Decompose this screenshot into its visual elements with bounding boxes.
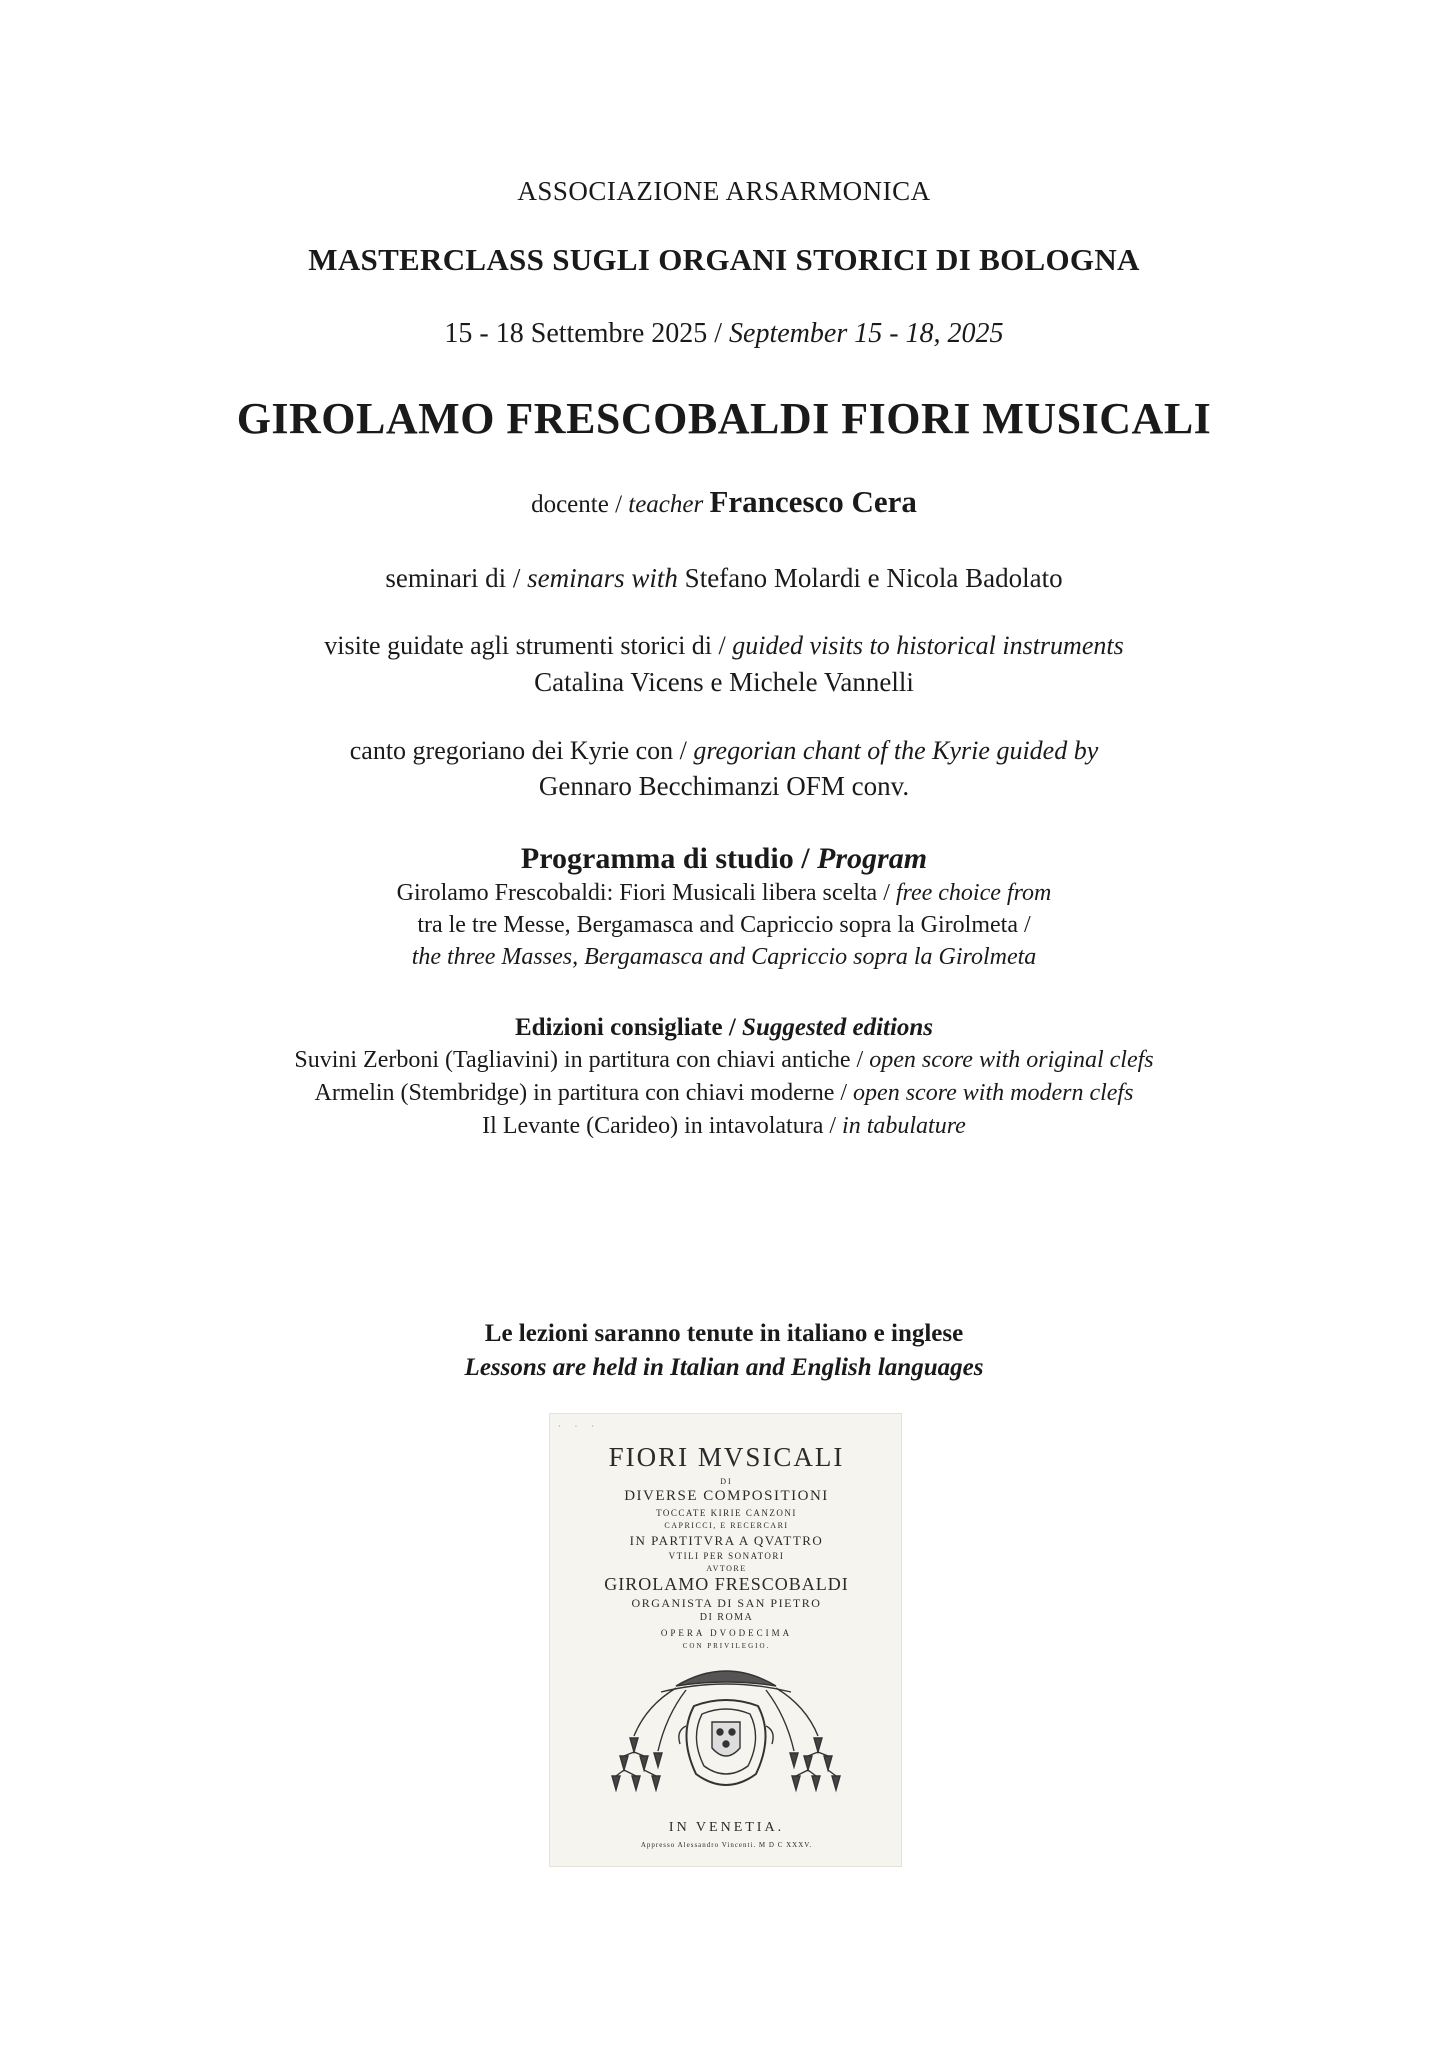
frontispiece-line: TOCCATE KIRIE CANZONI	[656, 1508, 797, 1518]
seminars-label-it: seminari di /	[385, 563, 521, 593]
program-title-it: Programma di studio /	[520, 842, 810, 875]
edition-item	[0, 1113, 1448, 1140]
editions-heading	[0, 1014, 1448, 1042]
seminars-names: Stefano Molardi e Nicola Badolato	[684, 563, 1063, 593]
frontispiece-line: AVTORE	[706, 1564, 747, 1573]
frontispiece-line: CON PRIVILEGIO.	[682, 1642, 771, 1650]
program-line1-it: Girolamo Frescobaldi: Fiori Musicali libera scelta /	[396, 880, 890, 906]
event-dates	[0, 318, 1448, 350]
coat-of-arms-icon	[606, 1656, 846, 1816]
edition-en: in tabulature	[842, 1113, 966, 1139]
frontispiece-line: DI ROMA	[699, 1612, 754, 1623]
frontispiece-line: IN PARTITVRA A QVATTRO	[629, 1533, 824, 1548]
masterclass-title: MASTERCLASS SUGLI ORGANI STORICI DI BOLOGNA	[308, 242, 1140, 277]
visits-label-it: visite guidate agli strumenti storici di /	[324, 631, 726, 660]
frontispiece-image	[549, 1413, 902, 1867]
edition-item	[0, 1080, 1448, 1107]
frontispiece-line: FIORI MVSICALI	[608, 1442, 845, 1472]
frontispiece-line: VTILI PER SONATORI	[668, 1551, 785, 1561]
program-title-en: Program	[817, 842, 928, 875]
chant-names: Gennaro Becchimanzi OFM conv.	[538, 771, 910, 801]
teacher-label-it: docente /	[531, 491, 623, 518]
editions-title-it: Edizioni consigliate /	[514, 1014, 736, 1041]
program-line-1	[0, 880, 1448, 907]
visits-label-en: guided visits to historical instruments	[732, 631, 1124, 660]
dates-english: September 15 - 18, 2025	[729, 318, 1004, 349]
frontispiece-line: OPERA DVODECIMA	[660, 1628, 793, 1638]
edition-it: Il Levante (Carideo) in intavolatura /	[482, 1113, 837, 1139]
frontispiece-dots: · · ·	[558, 1422, 600, 1431]
program-line-2: tra le tre Messe, Bergamasca and Capriccio sopra la Girolmeta /	[417, 912, 1031, 938]
seminars-line	[0, 563, 1448, 594]
edition-en: open score with modern clefs	[853, 1080, 1134, 1106]
seminars-label-en: seminars with	[527, 563, 678, 593]
edition-it: Armelin (Stembridge) in partitura con chiavi moderne /	[314, 1080, 848, 1106]
editions-title-en: Suggested editions	[742, 1014, 934, 1041]
teacher-name: Francesco Cera	[709, 484, 917, 519]
chant-label-it: canto gregoriano dei Kyrie con /	[349, 736, 687, 765]
edition-en: open score with original clefs	[869, 1047, 1154, 1073]
edition-item	[0, 1047, 1448, 1074]
visits-names: Catalina Vicens e Michele Vannelli	[534, 667, 914, 697]
frontispiece-line: DIVERSE COMPOSITIONI	[624, 1488, 829, 1504]
frontispiece-line: CAPRICCI, E RECERCARI	[664, 1521, 789, 1530]
frontispiece-line: Appresso Alessandro Vincenti. M D C XXXV.	[640, 1841, 813, 1849]
visits-label-line	[0, 631, 1448, 661]
lessons-language-en: Lessons are held in Italian and English languages	[464, 1354, 984, 1381]
association-name: ASSOCIAZIONE ARSARMONICA	[517, 176, 931, 206]
chant-label-line	[0, 736, 1448, 766]
lessons-language-it: Le lezioni saranno tenute in italiano e inglese	[484, 1320, 964, 1347]
chant-label-en: gregorian chant of the Kyrie guided by	[693, 736, 1099, 765]
program-heading	[0, 842, 1448, 876]
frontispiece-line: GIROLAMO FRESCOBALDI	[604, 1574, 849, 1594]
frontispiece-line: DI	[720, 1477, 733, 1486]
teacher-line	[0, 484, 1448, 520]
frontispiece-line: IN VENETIA.	[668, 1820, 785, 1835]
frontispiece-line: ORGANISTA DI SAN PIETRO	[631, 1596, 822, 1610]
dates-italian: 15 - 18 Settembre 2025 /	[444, 318, 723, 349]
program-line-3: the three Masses, Bergamasca and Capriccio sopra la Girolmeta	[411, 944, 1037, 970]
page-title: GIROLAMO FRESCOBALDI FIORI MUSICALI	[236, 394, 1212, 443]
program-line1-en: free choice from	[895, 880, 1052, 906]
teacher-label-en: teacher	[628, 491, 704, 518]
edition-it: Suvini Zerboni (Tagliavini) in partitura con chiavi antiche /	[294, 1047, 864, 1073]
